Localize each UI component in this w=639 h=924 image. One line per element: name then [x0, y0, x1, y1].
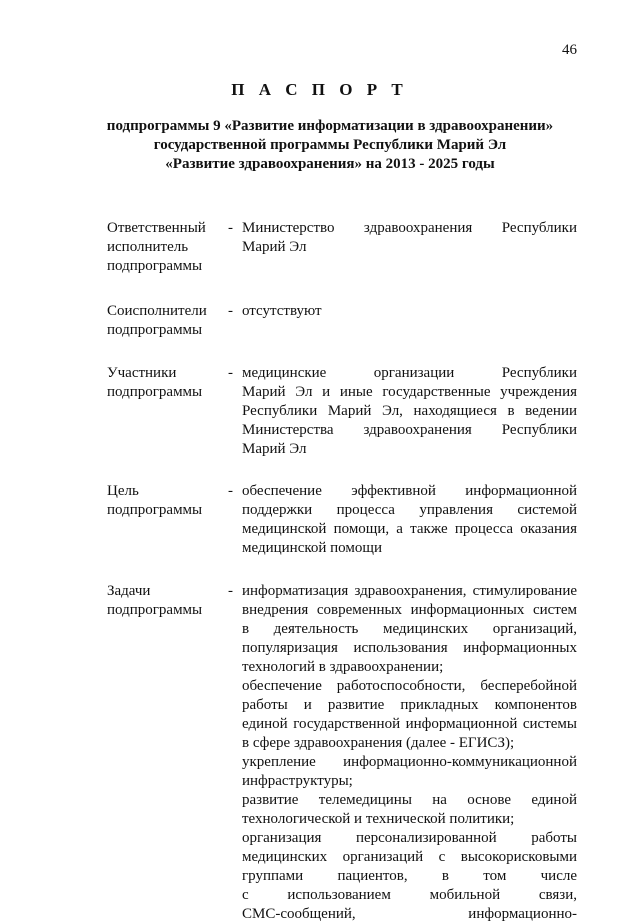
value-line: с использованием мобильной связи,	[242, 887, 577, 903]
label-line: подпрограммы	[107, 322, 203, 338]
label-line: Задачи	[107, 583, 151, 599]
row-value	[242, 364, 577, 459]
label-line: подпрограммы	[107, 502, 203, 518]
value-line: единой государственной информационной системы	[242, 716, 577, 732]
row-value	[242, 482, 577, 558]
value-line: Министерства здравоохранения Республики	[242, 422, 577, 438]
row-label	[107, 482, 228, 558]
row-dash: -	[228, 220, 233, 236]
label-line: подпрограммы	[107, 384, 203, 400]
passport-row-goal	[107, 482, 577, 558]
passport-row-responsible	[107, 219, 577, 276]
value-line: Марий Эл	[242, 441, 307, 457]
value-line: медицинской помощи, а также процесса оказания	[242, 521, 577, 537]
label-line: Ответственный	[107, 220, 206, 236]
row-value	[242, 219, 577, 276]
row-dash: -	[228, 303, 233, 319]
value-line: медицинской помощи	[242, 540, 382, 556]
value-line: укрепление информационно-коммуникационной	[242, 754, 577, 770]
value-line: обеспечение эффективной информационной	[242, 483, 577, 499]
label-line: Цель	[107, 483, 139, 499]
value-line: поддержки процесса управления системой	[242, 502, 577, 518]
label-line: Участники	[107, 365, 177, 381]
value-line: развитие телемедицины на основе единой	[242, 792, 577, 808]
row-value	[242, 302, 577, 340]
value-line: медицинских организаций с высокорисковыми	[242, 849, 577, 865]
passport-row-tasks	[107, 582, 577, 924]
label-line: подпрограммы	[107, 258, 203, 274]
value-line: технологий в здравоохранении;	[242, 659, 444, 675]
value-line: популяризация использования информационных	[242, 640, 577, 656]
document-title: П А С П О Р Т	[231, 80, 408, 99]
subtitle-line: подпрограммы 9 «Развитие информатизации в здравоохранении»	[106, 118, 554, 134]
row-label	[107, 219, 228, 276]
label-line: исполнитель	[107, 239, 189, 255]
row-dash: -	[228, 583, 233, 599]
label-line: подпрограммы	[107, 602, 203, 618]
value-line: организация персонализированной работы	[242, 830, 577, 846]
value-line: Министерство здравоохранения Республики	[242, 220, 577, 236]
value-line: СМС-сообщений, информационно-	[242, 906, 577, 922]
value-line: технологической и технической политики;	[242, 811, 515, 827]
value-line: информатизация здравоохранения, стимулирование	[242, 583, 577, 599]
row-dash: -	[228, 483, 233, 499]
row-label	[107, 364, 228, 459]
value-line: работы и развитие прикладных компонентов	[242, 697, 577, 713]
subtitle-line: «Развитие здравоохранения» на 2013 - 2025 годы	[165, 156, 495, 172]
value-line: в деятельность медицинских организаций,	[242, 621, 577, 637]
row-dash: -	[228, 365, 233, 381]
value-line: внедрения современных информационных систем	[242, 602, 577, 618]
subtitle-line: государственной программы Республики Марий Эл	[153, 137, 507, 153]
row-value	[242, 582, 577, 924]
value-line: в сфере здравоохранения (далее - ЕГИСЗ);	[242, 735, 515, 751]
passport-row-coexecutors	[107, 302, 577, 340]
row-label	[107, 582, 228, 924]
value-line: Марий Эл	[242, 239, 307, 255]
value-line: инфраструктуры;	[242, 773, 353, 789]
passport-table	[107, 219, 577, 924]
document-subtitle	[90, 117, 570, 174]
value-line: Марий Эл и иные государственные учреждения	[242, 384, 577, 400]
value-line: медицинские организации Республики	[242, 365, 577, 381]
page-number: 46	[562, 42, 577, 58]
row-label	[107, 302, 228, 340]
value-line: Республики Марий Эл, находящиеся в ведении	[242, 403, 577, 419]
label-line: Соисполнители	[107, 303, 207, 319]
value-line: отсутствуют	[242, 303, 322, 319]
value-line: группами пациентов, в том числе	[242, 868, 577, 884]
value-line: обеспечение работоспособности, бесперебойной	[242, 678, 577, 694]
passport-row-participants	[107, 364, 577, 459]
